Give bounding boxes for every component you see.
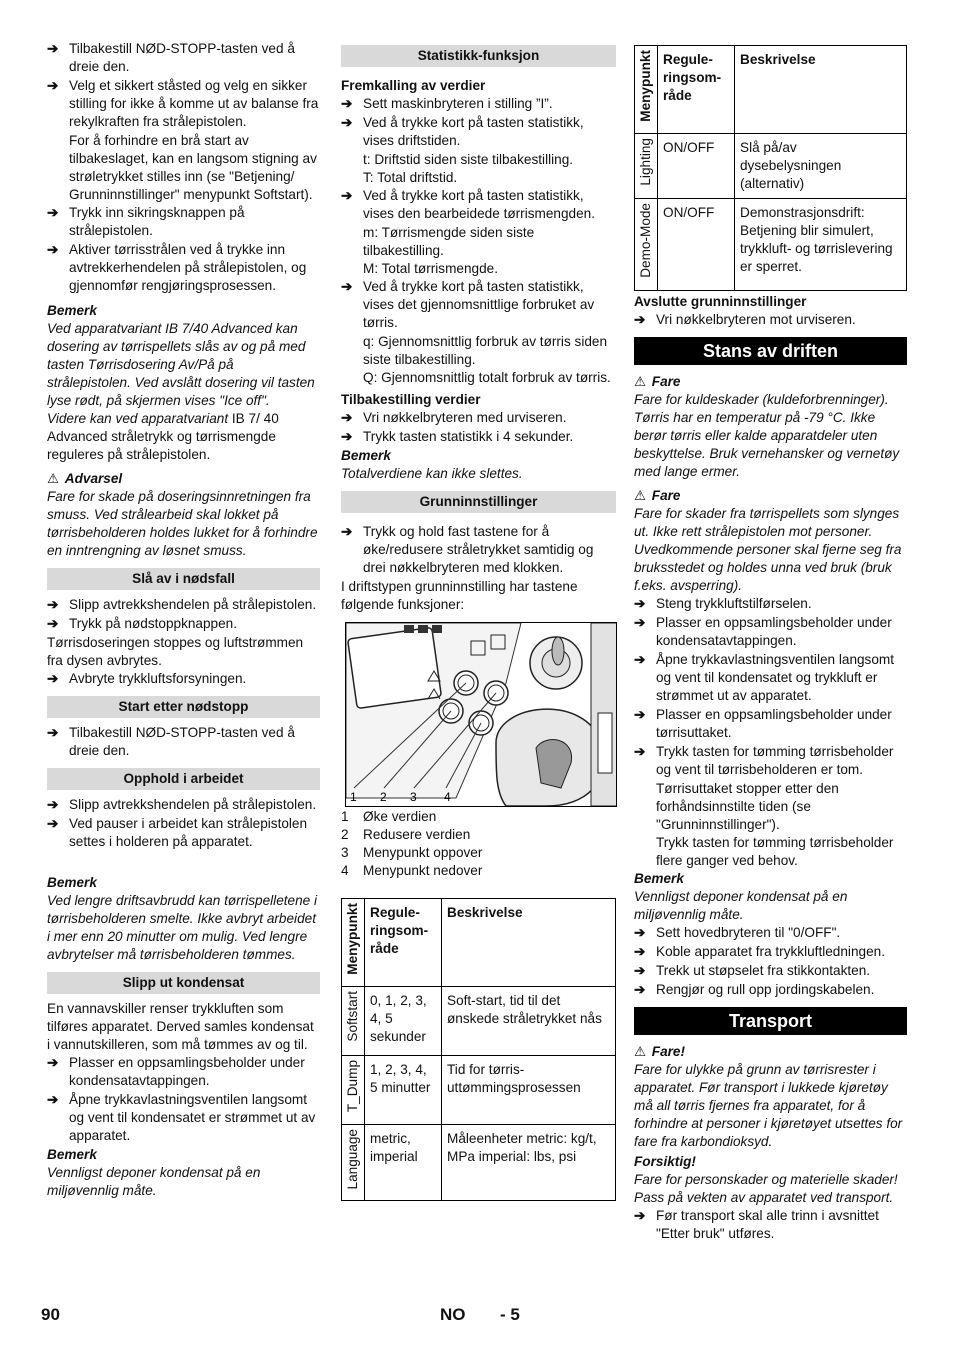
warning-icon: ⚠ xyxy=(634,374,647,389)
section-list xyxy=(47,796,320,851)
list-item: ➔ Trykk tasten for tømming tørrisbeholder og vent til tørrisbeholderen er tom. xyxy=(634,744,894,777)
list-item: ➔ Før transport skal alle trinn i avsnittet "Etter bruk" utføres. xyxy=(634,1208,879,1241)
list-item: ➔ Vri nøkkelbryteren med urviseren. xyxy=(341,410,567,425)
list-item: ➔ Koble apparatet fra trykkluftledningen. xyxy=(634,944,885,959)
arrow-icon: ➔ xyxy=(634,963,646,978)
warning-heading: ⚠ Fare! xyxy=(634,1044,686,1059)
table-header: Regule-ringsom-råde xyxy=(658,46,735,134)
list-item: ➔ Åpne trykkavlastningsventilen langsomt og vent til kondensatet og trykkluft er strømmet ut av apparatet. xyxy=(634,652,895,703)
arrow-icon: ➔ xyxy=(341,188,353,203)
section-heading: Slå av i nødsfall xyxy=(47,568,320,590)
arrow-icon: ➔ xyxy=(47,597,59,612)
arrow-icon: ➔ xyxy=(47,242,59,257)
note-text: Totalverdiene kan ikke slettes. xyxy=(341,466,523,481)
arrow-icon: ➔ xyxy=(634,744,646,759)
arrow-icon: ➔ xyxy=(634,615,646,630)
arrow-icon: ➔ xyxy=(341,96,353,111)
list-subtext: t: Driftstid siden siste tilbakestilling. xyxy=(363,152,574,167)
section-list xyxy=(341,409,616,446)
arrow-icon: ➔ xyxy=(341,524,353,539)
figure-caption: 4 Menypunkt nedover xyxy=(341,863,483,878)
section-list xyxy=(47,1054,320,1145)
list-subtext: m: Tørrismengde siden siste tilbakestilling. xyxy=(363,225,535,258)
arrow-icon: ➔ xyxy=(47,205,59,220)
sub-page: - 5 xyxy=(500,1305,520,1324)
list-subtext: M: Total tørrismengde. xyxy=(363,261,498,276)
table-row: Language metric, imperial Måleenheter metric: kg/t, MPa imperial: lbs, psi xyxy=(342,1125,616,1201)
arrow-icon: ➔ xyxy=(634,707,646,722)
section-heading: Slipp ut kondensat xyxy=(47,972,320,994)
figure-caption: 2 Redusere verdien xyxy=(341,827,471,842)
arrow-icon: ➔ xyxy=(341,410,353,425)
list-item: ➔ Slipp avtrekkshendelen på strålepistolen. xyxy=(47,597,317,612)
arrow-icon: ➔ xyxy=(47,41,59,56)
list-item: ➔ Trekk ut støpselet fra stikkontakten. xyxy=(634,963,871,978)
list-item: ➔ Trykk på nødstoppknappen. xyxy=(47,616,238,631)
note-title: Bemerk xyxy=(47,875,97,890)
arrow-icon: ➔ xyxy=(341,115,353,130)
table-header: Beskrivelse xyxy=(442,899,616,987)
arrow-icon: ➔ xyxy=(47,816,59,831)
section-list xyxy=(634,311,907,329)
note-text: Ved apparatvariant IB 7/40 Advanced kan dosering av tørrispellets slås av og på med tasten Tørrisdosering Av/På på strålepistolen. Ved avslått dosering vil tasten lyse rødt, på skjermen vises "Ice off". xyxy=(47,321,315,408)
arrow-icon: ➔ xyxy=(634,925,646,940)
section-list xyxy=(634,595,907,870)
list-item: ➔ Rengjør og rull opp jordingskabelen. xyxy=(634,982,875,997)
section-intro: En vannavskiller renser trykkluften som tilføres apparatet. Derved samles kondensat i vannutskilleren, som må tømmes av og til. xyxy=(47,1001,314,1052)
figure-caption: 1 Øke verdien xyxy=(341,809,437,824)
table-header: Menypunkt xyxy=(638,50,653,122)
subheading: Tilbakestilling verdier xyxy=(341,392,481,407)
column-3 xyxy=(634,40,907,1244)
arrow-icon: ➔ xyxy=(47,725,59,740)
list-item: ➔ Ved pauser i arbeidet kan strålepistolen settes i holderen på apparatet. xyxy=(47,816,308,849)
list-item: ➔ Trykk tasten statistikk i 4 sekunder. xyxy=(341,429,574,444)
figure-label: 1 xyxy=(350,790,357,804)
column-2 xyxy=(341,40,616,1201)
figure-label: 2 xyxy=(380,790,387,804)
warning-text: Fare for skader fra tørrispellets som slynges ut. Ikke rett strålepistolen mot personer. Uvedkommende personer skal fjerne seg fra bruksstedet og holdes unna ved bruk (bruk f.eks. avsperring). xyxy=(634,506,902,593)
figure-caption: 3 Menypunkt oppover xyxy=(341,845,483,860)
list-item: ➔ Ved å trykke kort på tasten statistikk, vises driftstiden. xyxy=(341,115,584,148)
arrow-icon: ➔ xyxy=(634,982,646,997)
note-text: Vennligst deponer kondensat på en miljøvennlig måte. xyxy=(634,889,848,922)
arrow-icon: ➔ xyxy=(341,429,353,444)
list-item: ➔ Tilbakestill NØD-STOPP-tasten ved å dreie den. xyxy=(47,725,295,758)
warning-text: Fare for skade på doseringsinnretningen fra smuss. Ved strålearbeid skal lokket på tørrisbeholderen holdes lukket for å forhindre en inntrengning av løsnet smuss. xyxy=(47,489,318,558)
list-subtext: Tørrisuttaket stopper etter den forhåndsinnstilte tiden (se "Grunninnstillinger"). xyxy=(656,781,839,832)
section-heading: Stans av driften xyxy=(634,337,907,365)
list-item: ➔ Ved å trykke kort på tasten statistikk, vises den bearbeidede tørrismengden. xyxy=(341,188,595,221)
note-title: Bemerk xyxy=(47,303,97,318)
warning-heading: ⚠ Fare xyxy=(634,488,681,503)
list-item: ➔ Ved å trykke kort på tasten statistikk, vises det gjennomsnittlige forbruket av tørris. xyxy=(341,279,595,330)
list-item: ➔ Vri nøkkelbryteren mot urviseren. xyxy=(634,312,856,327)
list-item: ➔ Slipp avtrekkshendelen på strålepistolen. xyxy=(47,797,317,812)
table-header: Menypunkt xyxy=(345,903,360,975)
list-item: ➔ Steng trykkluftstilførselen. xyxy=(634,596,812,611)
list-item: ➔ Åpne trykkavlastningsventilen langsomt og vent til kondensatet er strømmet ut av apparatet. xyxy=(47,1092,316,1143)
warning-text: Fare for kuldeskader (kuldeforbrenninger). Tørris har en temperatur på -79 °C. Ikke berør tørris eller kalde apparatdeler uten beskyttelse. Bruk vernehansker og vernetøy med lange ermer. xyxy=(634,392,900,479)
subheading: Fremkalling av verdier xyxy=(341,78,486,93)
arrow-icon: ➔ xyxy=(634,1208,646,1223)
list-subtext: Trykk tasten for tømming tørrisbeholder flere ganger ved behov. xyxy=(656,835,894,868)
list-item: ➔ Trykk og hold fast tastene for å øke/redusere stråletrykket samtidig og drei nøkkelbryteren med klokken. xyxy=(341,524,594,575)
section-list xyxy=(341,523,616,577)
list-subtext: q: Gjennomsnittlig forbruk av tørris siden siste tilbakestilling. xyxy=(363,334,608,367)
table-row: Softstart 0, 1, 2, 3, 4, 5 sekunder Soft-start, tid til det ønskede stråletrykket nås xyxy=(342,987,616,1056)
table-row: Lighting ON/OFF Slå på/av dysebelysningen (alternativ) xyxy=(635,134,907,199)
list-item: ➔ Sett maskinbryteren i stilling ”I”. xyxy=(341,96,553,111)
list-item: ➔ Aktiver tørrisstrålen ved å trykke inn avtrekkerhendelen på strålepistolen, og gjennomfør rengjøringsprosessen. xyxy=(47,242,307,293)
section-list xyxy=(47,724,320,760)
section-list xyxy=(47,596,320,688)
figure-captions xyxy=(341,808,616,880)
warning-icon: ⚠ xyxy=(47,471,60,486)
arrow-icon: ➔ xyxy=(47,1092,59,1107)
list-item: ➔ Plasser en oppsamlingsbeholder under kondensatavtappingen. xyxy=(634,615,892,648)
paragraph: Tørrisdoseringen stoppes og luftstrømmen fra dysen avbrytes. xyxy=(47,635,304,668)
section-heading: Transport xyxy=(634,1007,907,1035)
list-subtext: T: Total driftstid. xyxy=(363,170,458,185)
list-item: ➔ Avbryte trykkluftsforsyningen. xyxy=(47,671,247,686)
warning-heading: ⚠ Advarsel xyxy=(47,471,123,486)
note-title: Bemerk xyxy=(341,448,391,463)
warning-icon: ⚠ xyxy=(634,488,647,503)
note-title: Bemerk xyxy=(634,871,684,886)
arrow-icon: ➔ xyxy=(634,652,646,667)
table-row: Demo-Mode ON/OFF Demonstrasjonsdrift: Betjening blir simulert, trykkluft- og tørrislevering er sperret. xyxy=(635,199,907,291)
warning-heading: ⚠ Fare xyxy=(634,374,681,389)
section-heading: Opphold i arbeidet xyxy=(47,768,320,790)
note-text-2: Videre kan ved apparatvariant IB 7/ 40 Advanced stråletrykk og tørrismengde reguleres på strålepistolen. xyxy=(47,411,279,462)
note-text: Ved lengre driftsavbrudd kan tørrispelletene i tørrisbeholderen smelte. Ikke avbryt arbeidet i mer enn 20 minutter om mulig. Ved lengre avbrytelser må tørrisbeholderen tømmes. xyxy=(47,893,318,962)
arrow-icon: ➔ xyxy=(47,78,59,93)
section-heading: Statistikk-funksjon xyxy=(341,45,616,67)
arrow-icon: ➔ xyxy=(47,1055,59,1070)
settings-table-1 xyxy=(341,898,616,1201)
section-list xyxy=(634,924,907,999)
section-heading: Start etter nødstopp xyxy=(47,696,320,718)
list-item: ➔ Plasser en oppsamlingsbeholder under tørrisuttaket. xyxy=(634,707,892,740)
section-list xyxy=(634,1207,907,1243)
intro-list xyxy=(47,40,320,295)
control-panel-illustration xyxy=(346,623,617,806)
list-item: ➔ Plasser en oppsamlingsbeholder under kondensatavtappingen. xyxy=(47,1055,305,1088)
table-header: Regule-ringsom-råde xyxy=(365,899,442,987)
warning-text: Fare for ulykke på grunn av tørrisrester i apparatet. Før transport i lukkede kjøretøy må all tørris fjernes fra apparatet, for å forhindre at personer i kjøretøyet utsettes for fare fra karbondioksyd. xyxy=(634,1062,903,1149)
arrow-icon: ➔ xyxy=(47,671,59,686)
table-row: T_Dump 1, 2, 3, 4, 5 minutter Tid for tørris-uttømmingsprosessen xyxy=(342,1056,616,1125)
arrow-icon: ➔ xyxy=(634,312,646,327)
arrow-icon: ➔ xyxy=(47,616,59,631)
list-subtext: Q: Gjennomsnittlig totalt forbruk av tørris. xyxy=(363,370,611,385)
page-number: 90 xyxy=(41,1305,60,1324)
figure-label: 3 xyxy=(410,790,417,804)
list-subtext: For å forhindre en brå start av tilbakeslaget, kan en langsom stigning av strøletrykket stilles inn (se "Betjening/ Grunninnstillinger" menypunkt Softstart). xyxy=(69,133,317,202)
arrow-icon: ➔ xyxy=(341,279,353,294)
note-text: Vennligst deponer kondensat på en miljøvennlig måte. xyxy=(47,1165,261,1198)
note-title: Bemerk xyxy=(47,1147,97,1162)
section-list xyxy=(341,95,616,387)
control-panel-figure xyxy=(345,622,617,807)
subheading: Avslutte grunninnstillinger xyxy=(634,294,807,309)
language-code: NO xyxy=(440,1305,466,1324)
arrow-icon: ➔ xyxy=(47,797,59,812)
warning-icon: ⚠ xyxy=(634,1044,647,1059)
list-item: ➔ Sett hovedbryteren til "0/OFF". xyxy=(634,925,841,940)
settings-table-2 xyxy=(634,45,907,291)
list-item: ➔ Trykk inn sikringsknappen på strålepistolen. xyxy=(47,205,245,238)
table-header: Beskrivelse xyxy=(735,46,907,134)
caution-title: Forsiktig! xyxy=(634,1154,696,1169)
section-intro: I driftstypen grunninnstilling har tastene følgende funksjoner: xyxy=(341,579,578,612)
figure-label: 4 xyxy=(444,790,451,804)
caution-text: Fare for personskader og materielle skader! Pass på vekten av apparatet ved transport. xyxy=(634,1172,898,1205)
arrow-icon: ➔ xyxy=(634,596,646,611)
list-item: ➔ Velg et sikkert ståsted og velg en sikker stilling for ikke å komme ut av balanse fra rekylkraften fra strålepistolen. xyxy=(47,78,319,129)
column-1 xyxy=(47,40,320,1200)
list-item: ➔ Tilbakestill NØD-STOPP-tasten ved å dreie den. xyxy=(47,41,295,74)
section-heading: Grunninnstillinger xyxy=(341,491,616,513)
arrow-icon: ➔ xyxy=(634,944,646,959)
